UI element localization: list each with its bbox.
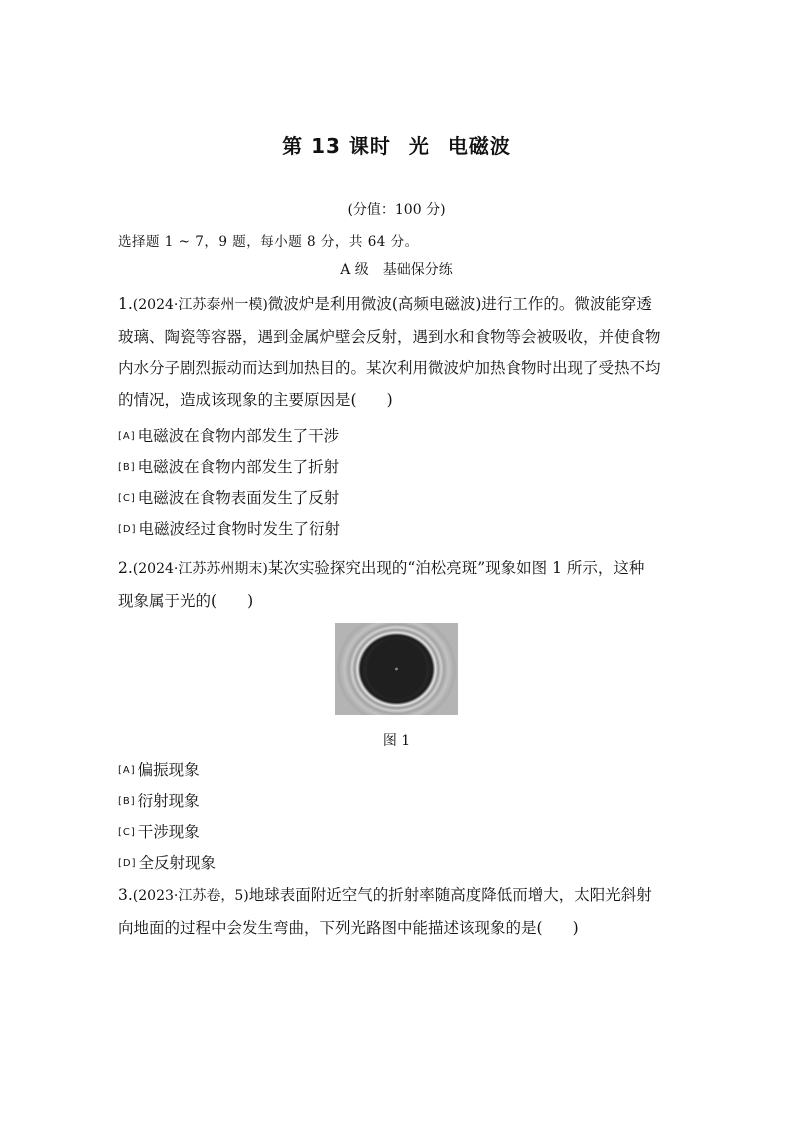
q2-option-a[interactable] (118, 760, 200, 781)
question-2 (118, 553, 678, 617)
q1-option-c[interactable] (118, 488, 339, 509)
title-lesson: 第 13 课时 (282, 134, 391, 158)
q1-number: 1. (118, 295, 133, 313)
figure-caption: 图 1 (382, 733, 411, 749)
bright-center-spot (395, 668, 398, 671)
option-text: 电磁波在食物内部发生了干涉 (137, 427, 340, 445)
q1-line-2: 玻璃、陶瓷等容器，遇到金属炉壁会反射，遇到水和食物等会被吸收，并使食物 (118, 327, 661, 346)
option-text: 电磁波在食物内部发生了折射 (137, 458, 340, 476)
q1-line-4: 的情况，造成该现象的主要原因是( (118, 390, 357, 409)
page-title (0, 130, 793, 159)
q2-line-2: 现象属于光的( (118, 591, 218, 610)
q1-line-1: 微波炉是利用微波(高频电磁波)进行工作的。微波能穿透 (267, 295, 652, 313)
q1-option-b[interactable] (118, 457, 339, 478)
q1-option-a[interactable] (118, 426, 339, 447)
option-marker: [C] (118, 493, 136, 504)
option-marker: [B] (118, 462, 136, 473)
q2-line-1: 某次实验探究出现的“泊松亮斑”现象如图 1 所示，这种 (267, 559, 645, 577)
q2-source: (2024·江苏苏州期末) (132, 561, 268, 577)
q1-line-4-close: ) (386, 390, 393, 409)
q2-number: 2. (118, 559, 133, 577)
title-light: 光 (408, 134, 430, 158)
q2-line-2-close: ) (247, 591, 254, 610)
option-marker: [A] (118, 765, 136, 776)
level-heading (0, 259, 793, 279)
option-text: 偏振现象 (137, 761, 200, 779)
option-text: 衍射现象 (137, 792, 200, 810)
option-text: 干涉现象 (137, 823, 200, 841)
q1-source: (2024·江苏泰州一模) (132, 297, 268, 313)
q2-option-d[interactable] (118, 853, 216, 874)
q3-line-2: 向地面的过程中会发生弯曲，下列光路图中能描述该现象的是( (118, 918, 543, 937)
question-3 (118, 880, 678, 944)
option-text: 电磁波在食物表面发生了反射 (137, 489, 340, 507)
option-marker: [B] (118, 796, 136, 807)
q3-source: (2023·江苏卷，5) (132, 888, 249, 904)
poisson-spot-figure (335, 623, 458, 715)
q1-line-3: 内水分子剧烈振动而达到加热目的。某次利用微波炉加热食物时出现了受热不均 (118, 359, 661, 377)
option-marker: [D] (118, 524, 137, 535)
q1-option-d[interactable] (118, 519, 340, 540)
q2-option-b[interactable] (118, 791, 200, 812)
level-name: 基础保分练 (382, 262, 453, 278)
q3-line-1: 地球表面附近空气的折射率随高度降低而增大，太阳光斜射 (248, 886, 652, 904)
option-marker: [C] (118, 827, 136, 838)
title-em-wave: 电磁波 (447, 134, 511, 158)
q3-line-2-close: ) (572, 918, 579, 937)
q3-number: 3. (118, 886, 133, 904)
question-note: 选择题 1 ~ 7，9 题，每小题 8 分，共 64 分。 (118, 234, 419, 250)
option-text: 电磁波经过食物时发生了衍射 (138, 520, 341, 538)
option-marker: [A] (118, 431, 136, 442)
question-1 (118, 289, 678, 416)
score-info: (分值：100 分) (347, 202, 446, 218)
level-label: A 级 (340, 262, 369, 278)
option-marker: [D] (118, 858, 137, 869)
option-text: 全反射现象 (138, 854, 217, 872)
q2-option-c[interactable] (118, 822, 200, 843)
